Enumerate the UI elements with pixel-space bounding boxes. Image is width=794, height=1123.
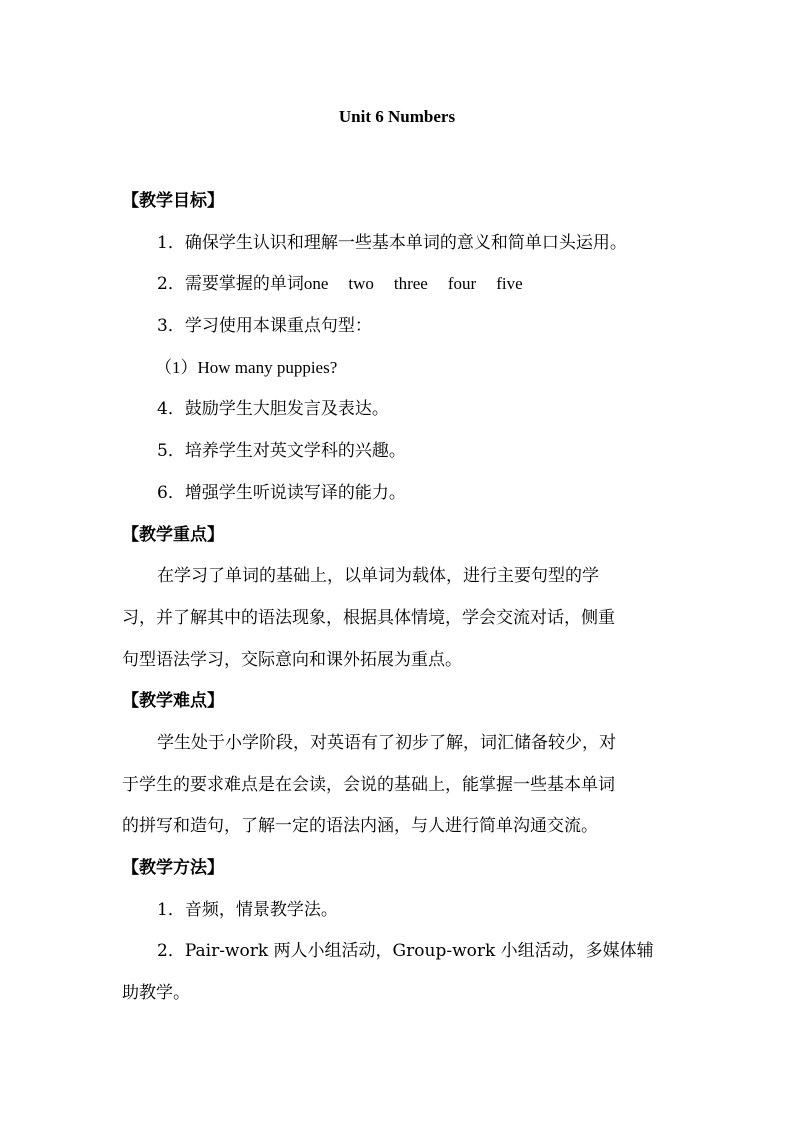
- method-item-1: 1．音频，情景教学法。: [157, 900, 338, 920]
- key-points-line-1: 在学习了单词的基础上，以单词为载体，进行主要句型的学: [157, 566, 599, 586]
- difficulties-line-1: 学生处于小学阶段，对英语有了初步了解，词汇储备较少，对: [157, 733, 616, 753]
- objective-item-4: 4．鼓励学生大胆发言及表达。: [157, 399, 389, 419]
- objective-item-1: 1．确保学生认识和理解一些基本单词的意义和简单口头运用。: [157, 233, 627, 253]
- method-item-2: 2．Pair-work 两人小组活动，Group-work 小组活动，多媒体辅: [157, 941, 654, 961]
- difficulties-line-3: 的拼写和造句，了解一定的语法内涵，与人进行简单沟通交流。: [122, 816, 598, 836]
- vocabulary-words: [304, 274, 543, 294]
- word-three: three: [393, 274, 428, 293]
- objective-item-3: 3．学习使用本课重点句型：: [157, 316, 372, 336]
- objective-sentence-pattern: （1）How many puppies?: [155, 358, 338, 377]
- key-points-line-3: 句型语法学习，交际意向和课外拓展为重点。: [122, 650, 462, 670]
- objective-item-2: [157, 273, 543, 295]
- difficulties-line-2: 于学生的要求难点是在会读，会说的基础上，能掌握一些基本单词: [122, 775, 615, 795]
- method-item-2-continued: 助教学。: [122, 983, 190, 1003]
- word-five: five: [496, 274, 523, 293]
- methods-heading: 【教学方法】: [122, 858, 224, 878]
- key-points-heading: 【教学重点】: [122, 525, 224, 545]
- objectives-heading: 【教学目标】: [122, 191, 224, 211]
- word-two: two: [348, 274, 374, 293]
- word-four: four: [447, 274, 477, 293]
- word-one: one: [303, 274, 329, 293]
- objective-item-6: 6．增强学生听说读写译的能力。: [157, 483, 406, 503]
- objective-item-2-text: 2．需要掌握的单词: [157, 274, 304, 294]
- key-points-line-2: 习，并了解其中的语法现象，根据具体情境，学会交流对话，侧重: [122, 608, 615, 628]
- difficulties-heading: 【教学难点】: [122, 691, 224, 711]
- objective-item-5: 5．培养学生对英文学科的兴趣。: [157, 441, 406, 461]
- page-title: Unit 6 Numbers: [338, 107, 456, 126]
